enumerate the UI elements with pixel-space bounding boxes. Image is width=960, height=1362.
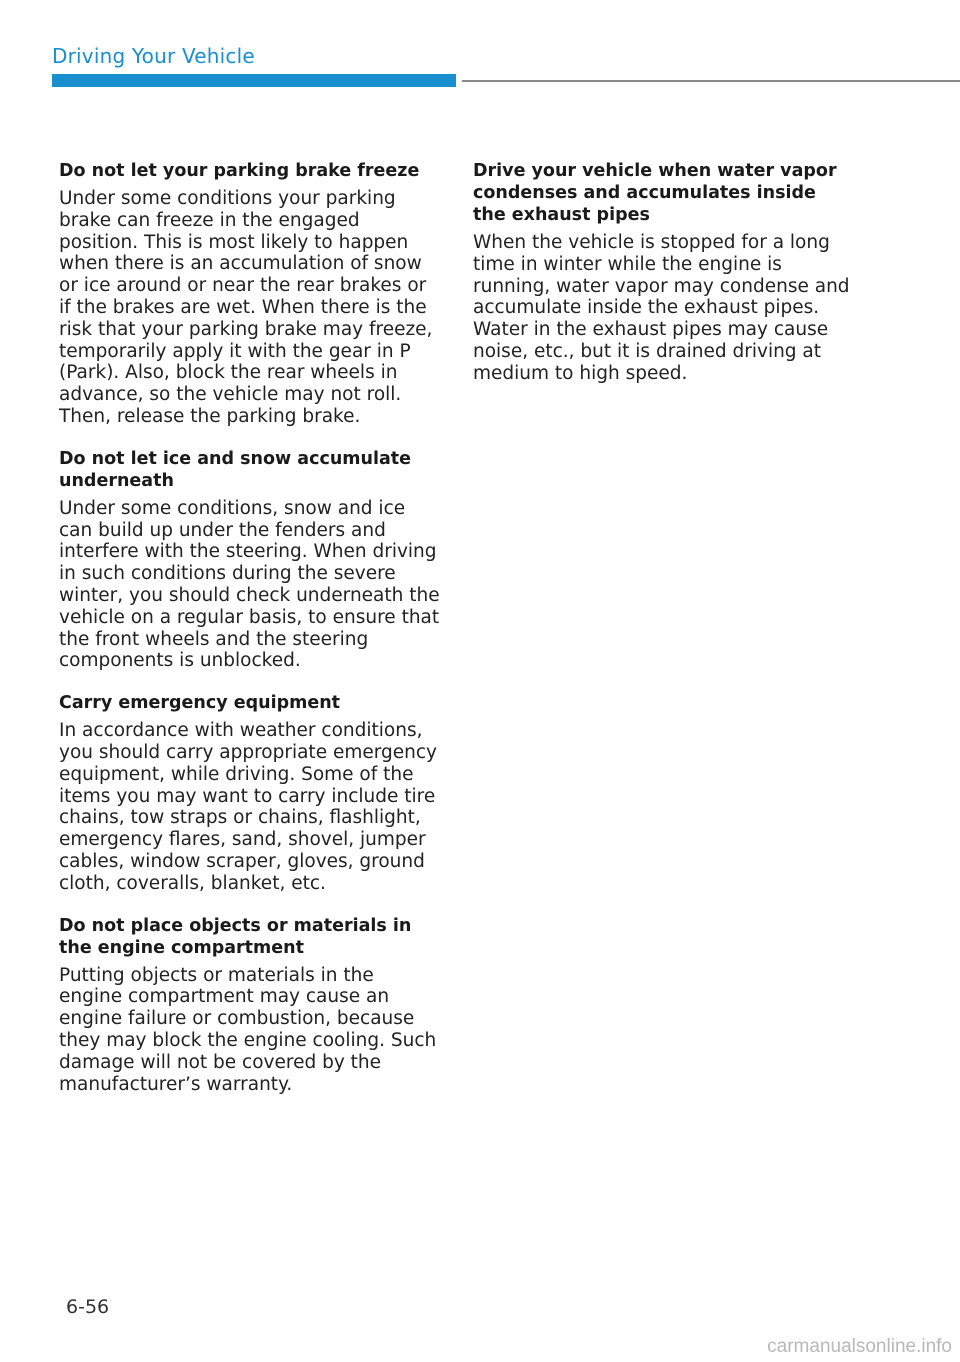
watermark-link[interactable]: carmanualsonline.info [767,1336,952,1357]
header-rule [462,80,960,82]
section-body: Under some conditions, snow and ice can build up under the fenders and interfere with the steering. When driving in such conditions during the severe winter, you should check underneath the vehicle on a regular basis, to ensure that the front wheels and the steering components is unblocked. [59,497,440,672]
section-title: Driving Your Vehicle [52,44,255,68]
section-parking-brake-freeze [59,160,441,428]
right-column [473,160,853,405]
section-body: When the vehicle is stopped for a long time in winter while the engine is running, water vapor may condense and accumulate inside the exhaust pipes. Water in the exhaust pipes may cause noise, etc., but it is drained driving at medium to high speed. [473,232,850,384]
section-exhaust-water-vapor [473,160,853,385]
section-heading: Do not place objects or materials in the engine compartment [59,915,412,958]
section-body: Under some conditions your parking brake can freeze in the engaged position. This is most likely to happen when there is an accumulation of snow or ice around or near the rear brakes or if the brakes are wet. When there is the risk that your parking brake may freeze, temporarily apply it with the gear in P (Park). Also, block the rear wheels in advance, so the vehicle may not roll. Then, release the parking brake. [59,188,433,427]
section-heading: Drive your vehicle when water vapor condenses and accumulates inside the exhaust pipes [473,161,837,225]
section-ice-snow-underneath [59,448,441,672]
section-emergency-equipment [59,692,441,894]
section-body: Putting objects or materials in the engine compartment may cause an engine failure or combustion, because they may block the engine cooling. Such damage will not be covered by the manufacturer’s warranty. [59,964,437,1095]
section-engine-compartment [59,915,441,1096]
section-body: In accordance with weather conditions, you should carry appropriate emergency equipment, while driving. Some of the items you may want to carry include tire chains, tow straps or chains, flashlight, emergency flares, sand, shovel, jumper cables, window scraper, gloves, ground cloth, coveralls, blanket, etc. [59,720,437,894]
left-column [59,160,441,1115]
section-heading: Do not let ice and snow accumulate underneath [59,448,412,491]
page-number: 6-56 [66,1296,110,1318]
section-heading: Carry emergency equipment [59,693,341,714]
section-heading: Do not let your parking brake freeze [59,161,420,181]
header-accent-bar [52,74,456,87]
